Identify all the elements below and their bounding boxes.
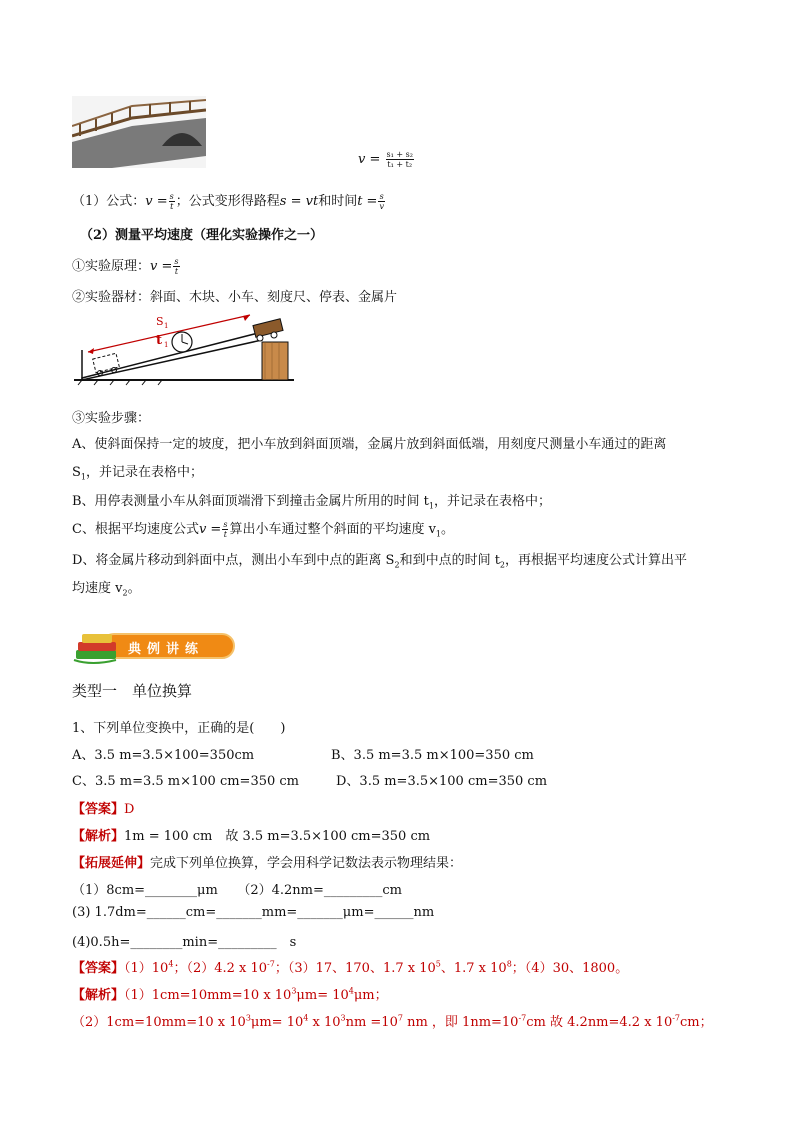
step-a-rest: ，并记录在表格中； bbox=[86, 465, 204, 480]
frac2-den: v bbox=[379, 202, 384, 211]
section-badge bbox=[72, 628, 237, 666]
an2-1s1: 3 bbox=[291, 986, 297, 996]
analysis-text: 1m = 100 cm 故 3.5 m=3.5×100 cm=350 cm bbox=[124, 829, 431, 844]
step-a-s: S bbox=[72, 465, 81, 480]
step-c-den: t bbox=[223, 530, 227, 539]
step-a-line1: A、使斜面保持一定的坡度，把小车放到斜面顶端，金属片放到斜面低端，用刻度尺测量小车通过的距离 bbox=[72, 437, 667, 452]
ans2-s4: 8 bbox=[506, 959, 512, 969]
step-c-v: v = bbox=[198, 522, 222, 537]
analysis-2-line1 bbox=[72, 984, 388, 1003]
step-b-rest: ，并记录在表格中； bbox=[434, 494, 552, 509]
an2-2s3: 3 bbox=[340, 1013, 346, 1023]
ans2-b: ；（2）4.2 x 10 bbox=[173, 961, 268, 976]
step-b-sub: 1 bbox=[428, 501, 435, 511]
step-d2-b: 。 bbox=[127, 581, 141, 596]
answer-value: D bbox=[124, 802, 135, 817]
principle-den: t bbox=[174, 267, 179, 276]
step-d-line2 bbox=[72, 577, 141, 598]
an2-2s1: 3 bbox=[245, 1013, 251, 1023]
an2-2s5: -7 bbox=[518, 1013, 527, 1023]
extension-label: 【拓展延伸】 bbox=[72, 856, 151, 871]
section2-title: （2）测量平均速度（理化实验操作之一） bbox=[80, 228, 324, 243]
step-d2-a: 均速度 v bbox=[72, 581, 123, 596]
stopwatch-icon bbox=[172, 332, 192, 352]
s-sub: 1 bbox=[164, 322, 169, 330]
step-a-line2 bbox=[72, 461, 203, 482]
formula-line-and: 和时间 bbox=[318, 194, 358, 209]
frac1-num: s bbox=[169, 192, 174, 201]
option-c: C、3.5 m=3.5 m×100 cm=350 cm bbox=[72, 774, 299, 789]
t-label: t bbox=[156, 333, 163, 348]
ans2-e: ；（4）30、1800。 bbox=[511, 961, 629, 976]
step-c-num: s bbox=[223, 520, 228, 529]
step-c-end: 。 bbox=[441, 522, 455, 537]
analysis2-label: 【解析】 bbox=[72, 988, 125, 1003]
an2-1c: μm； bbox=[353, 988, 388, 1003]
ans2-a: （1）10 bbox=[124, 961, 169, 976]
an2-2s2: 4 bbox=[303, 1013, 309, 1023]
step-d-line1 bbox=[72, 549, 687, 570]
answer-2 bbox=[72, 957, 628, 976]
answer-label: 【答案】 bbox=[72, 802, 125, 817]
bridge-image bbox=[72, 96, 206, 168]
step-c-sub: 1 bbox=[435, 529, 442, 539]
equipment-line: ②实验器材：斜面、木块、小车、刻度尺、停表、金属片 bbox=[72, 290, 398, 305]
option-b: B、3.5 m=3.5 m×100=350 cm bbox=[331, 748, 534, 763]
step-c bbox=[72, 518, 454, 539]
an2-2s6: -7 bbox=[672, 1013, 681, 1023]
an2-2s4: 7 bbox=[397, 1013, 403, 1023]
exercise-1-2: （1）8cm=________μm （2）4.2nm=_________cm bbox=[72, 883, 402, 898]
step-d2-sub: 2 bbox=[122, 588, 128, 598]
extension-text: 完成下列单位换算，学会用科学记数法表示物理结果： bbox=[150, 856, 463, 871]
principle-num: s bbox=[174, 257, 179, 266]
ans2-c: ；（3）17、170、1.7 x 10 bbox=[274, 961, 436, 976]
step-b-text: B、用停表测量小车从斜面顶端滑下到撞击金属片所用的时间 t bbox=[72, 494, 429, 509]
exercise-3: (3) 1.7dm=______cm=_______mm=_______μm=______nm bbox=[72, 905, 435, 920]
an2-1b: μm= 10 bbox=[296, 988, 349, 1003]
books-icon bbox=[74, 634, 116, 663]
step-d-sub2: 2 bbox=[499, 560, 506, 570]
type-heading: 类型一 单位换算 bbox=[72, 682, 193, 700]
an2-2e: nm ，即 1nm=10 bbox=[402, 1015, 519, 1030]
step-d-sub1: 2 bbox=[394, 560, 400, 570]
answer2-label: 【答案】 bbox=[72, 961, 125, 976]
step-b bbox=[72, 490, 551, 511]
an2-2b: μm= 10 bbox=[250, 1015, 304, 1030]
ans2-s2: -7 bbox=[267, 959, 275, 969]
formula-v: v = bbox=[358, 152, 381, 167]
frac1-den: t bbox=[170, 202, 174, 211]
an2-2g: cm； bbox=[680, 1015, 713, 1030]
exercise-4: (4)0.5h=________min=_________ s bbox=[72, 935, 297, 950]
principle-line bbox=[72, 255, 181, 276]
an2-2d: nm =10 bbox=[345, 1015, 398, 1030]
an2-1s2: 4 bbox=[348, 986, 354, 996]
incline-figure bbox=[72, 310, 302, 386]
step-c-text: C、根据平均速度公式 bbox=[72, 522, 199, 537]
ans2-s1: 4 bbox=[168, 959, 174, 969]
s-label: S bbox=[156, 315, 164, 328]
an2-2c: x 10 bbox=[308, 1015, 341, 1030]
formula-numerator: s₁ + s₂ bbox=[386, 150, 413, 159]
formula-line-s: s = vt bbox=[279, 194, 319, 209]
formula-line-mid: ；公式变形得路程 bbox=[175, 194, 280, 209]
ans2-d: 、1.7 x 10 bbox=[440, 961, 507, 976]
step-d-c: ，再根据平均速度公式计算出平 bbox=[505, 553, 688, 568]
step-d-a: D、将金属片移动到斜面中点，测出小车到中点的距离 S bbox=[72, 553, 395, 568]
analysis-1 bbox=[72, 825, 430, 844]
step-a-sub: 1 bbox=[80, 472, 86, 482]
ans2-s3: 5 bbox=[435, 959, 441, 969]
average-velocity-formula bbox=[358, 150, 415, 169]
an2-2f: cm 故 4.2nm=4.2 x 10 bbox=[526, 1015, 673, 1030]
formula-line-prefix: （1）公式： bbox=[72, 194, 146, 209]
analysis-2-line2 bbox=[72, 1011, 713, 1030]
principle-v: v = bbox=[150, 259, 173, 274]
option-d: D、3.5 m=3.5×100 cm=350 cm bbox=[336, 774, 548, 789]
step-d-b: 和到中点的时间 t bbox=[399, 553, 500, 568]
frac2-num: s bbox=[379, 192, 384, 201]
formula-denominator: t₁ + t₂ bbox=[387, 160, 413, 169]
an2-2a: （2）1cm=10mm=10 x 10 bbox=[72, 1015, 246, 1030]
question-1: 1、下列单位变换中，正确的是( ) bbox=[72, 721, 286, 736]
badge-label: 典例讲练 bbox=[128, 642, 205, 657]
formula-line-t: t = bbox=[357, 194, 378, 209]
an2-1a: （1）1cm=10mm=10 x 10 bbox=[124, 988, 292, 1003]
step-c-rest: 算出小车通过整个斜面的平均速度 v bbox=[229, 522, 436, 537]
extension bbox=[72, 852, 462, 871]
formula-line bbox=[72, 190, 386, 211]
option-a: A、3.5 m=3.5×100=350cm bbox=[72, 748, 255, 763]
steps-title: ③实验步骤： bbox=[72, 411, 151, 426]
formula-line-v: v = bbox=[145, 194, 168, 209]
principle-label: ①实验原理： bbox=[72, 259, 151, 274]
t-sub: 1 bbox=[164, 341, 169, 349]
analysis-label: 【解析】 bbox=[72, 829, 125, 844]
answer-1 bbox=[72, 798, 134, 817]
